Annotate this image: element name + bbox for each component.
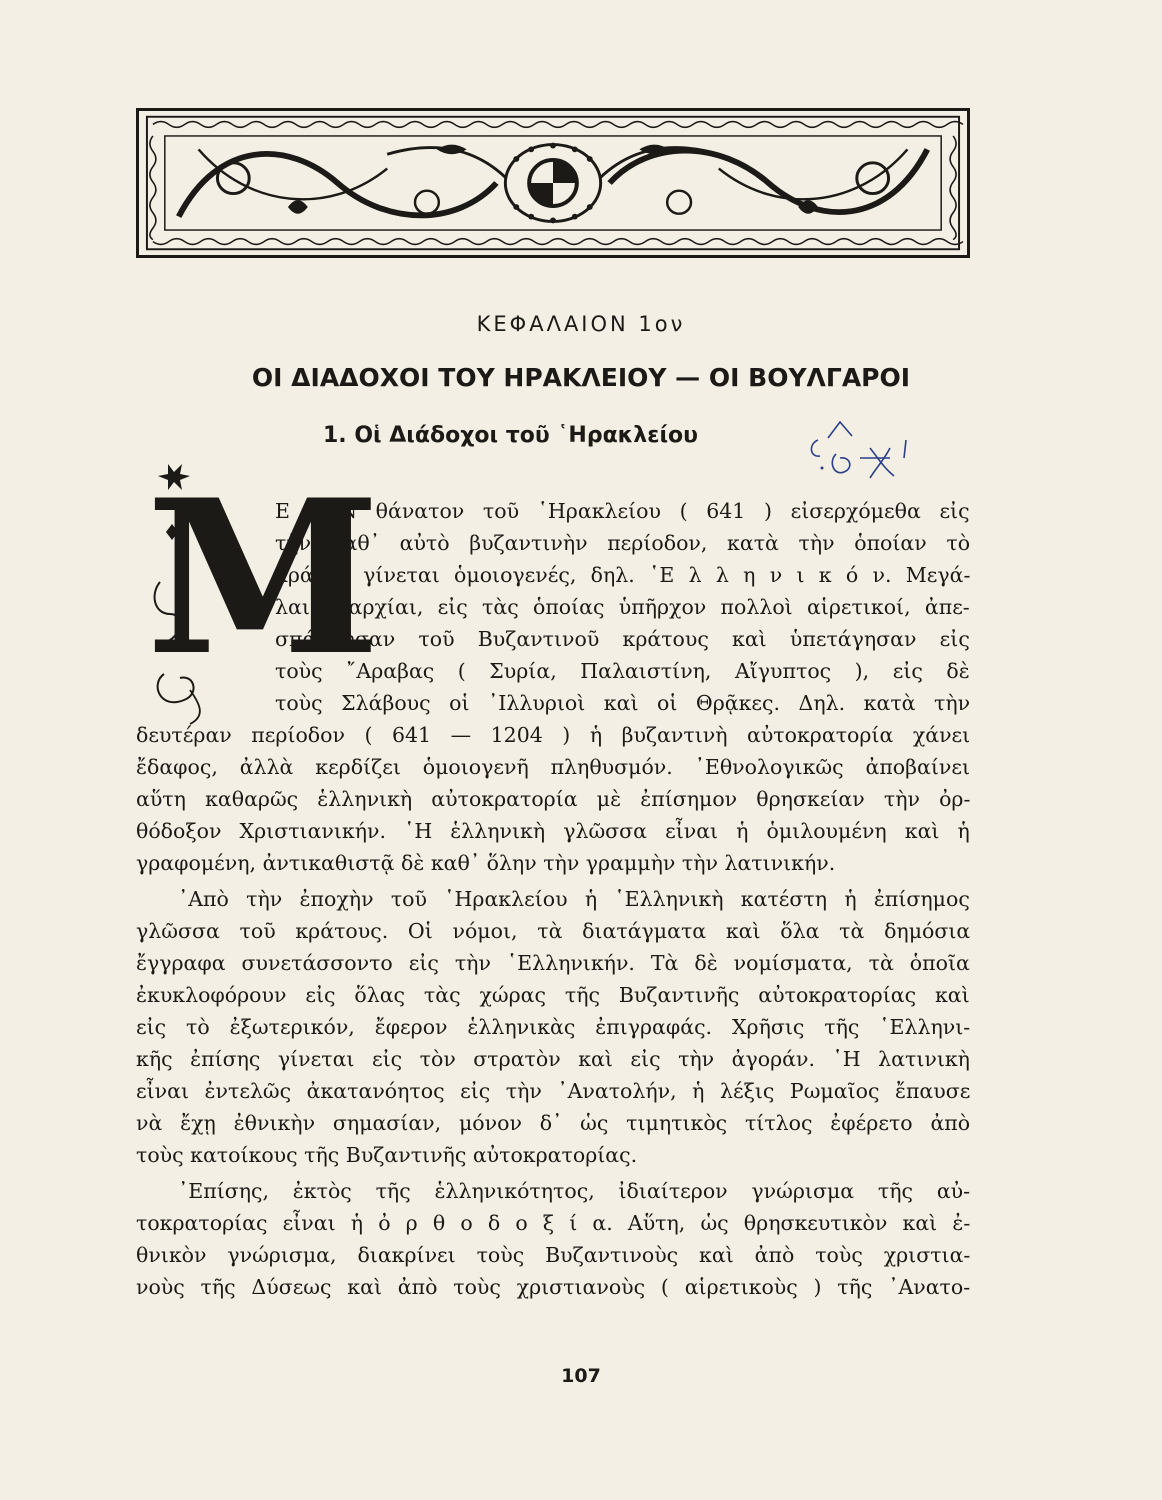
text-line: εἶναι ἐντελῶς ἀκατανόητος εἰς τὴν ᾿Ανατολήν, ἡ λέξις Ρωμαῖος ἔπαυσε [136,1079,971,1103]
text-line: τοὺς Σλάβους οἱ ᾿Ιλλυριοὶ καὶ οἱ Θρᾷκες. Δηλ. κατὰ τὴν [275,691,971,715]
text-line: θόδοξον Χριστιανικήν. ῾Η ἑλληνικὴ γλῶσσα εἶναι ἡ ὁμιλουμένη καὶ ἡ [136,819,970,843]
page-number: 107 [561,1365,601,1387]
text-line: γλῶσσα τοῦ κράτους. Οἱ νόμοι, τὰ διατάγματα καὶ ὅλα τὰ δημόσια [136,919,971,943]
text-line: τοὺς κατοίκους τῆς Βυζαντινῆς αὐτοκρατορίας. [136,1143,638,1167]
text-line: σπάσθησαν τοῦ Βυζαντινοῦ κράτους καὶ ὑπετάγησαν εἰς [275,627,970,651]
text-line: τοκρατορίας εἶναι ἡ ὀ ρ θ ο δ ο ξ ί α. Αὕτη, ὡς θρησκευτικὸν καὶ ἐ- [136,1211,971,1235]
text-line: εἰς τὸ ἐξωτερικόν, ἔφερον ἑλληνικὰς ἐπιγραφάς. Χρῆσις τῆς ῾Ελληνι- [136,1015,971,1039]
drop-cap [140,453,381,726]
text-line: λαι ἐπαρχίαι, εἰς τὰς ὁποίας ὑπῆρχον πολλοὶ αἱρετικοί, ἀπε- [275,595,970,619]
text-line: αὕτη καθαρῶς ἑλληνικὴ αὐτοκρατορία μὲ ἐπίσημον θρησκείαν τὴν ὀρ- [136,787,971,811]
ornamental-header-band [136,108,970,258]
text-line: ἔγγραφα συνετάσσοντο εἰς τὴν ῾Ελληνικήν. Τὰ δὲ νομίσματα, τὰ ὁποῖα [136,951,970,975]
section-title: 1. Οἱ Διάδοχοι τοῦ ῾Ηρακλείου [323,423,699,448]
handwritten-margin-note [800,418,975,488]
text-line: γραφομένη, ἀντικαθιστᾷ δὲ καθ᾿ ὅλην τὴν γραμμὴν τὴν λατινικήν. [136,851,836,875]
text-line: ᾿Απὸ τὴν ἐποχὴν τοῦ ῾Ηρακλείου ἡ ῾Ελληνικὴ κατέστη ἡ ἐπίσημος [178,887,970,911]
text-line: ἔδαφος, ἀλλὰ κερδίζει ὁμοιογενῆ πληθυσμόν. ᾿Εθνολογικῶς ἀποβαίνει [136,755,970,779]
chapter-label: ΚΕΦΑΛΑΙΟΝ 1ον [476,312,686,336]
text-line: νὰ ἔχῃ ἐθνικὴν σημασίαν, μόνον δ᾿ ὡς τιμητικὸς τίτλος ἐφέρετο ἀπὸ [136,1111,971,1135]
chapter-title: ΟΙ ΔΙΑΔΟΧΟΙ ΤΟΥ ΗΡΑΚΛΕΙΟΥ — ΟΙ ΒΟΥΛΓΑΡΟΙ [251,363,911,392]
text-line: νοὺς τῆς Δύσεως καὶ ἀπὸ τοὺς χριστιανοὺς ( αἱρετικοὺς ) τῆς ᾿Ανατο- [136,1275,971,1299]
text-line: θνικὸν γνώρισμα, διακρίνει τοὺς Βυζαντινοὺς καὶ ἀπὸ τοὺς χριστια- [136,1243,971,1267]
text-line: κῆς ἐπίσης γίνεται εἰς τὸν στρατὸν καὶ εἰς τὴν ἀγοράν. ῾Η λατινικὴ [136,1047,970,1071]
ornament-pattern-graphic [139,111,967,255]
text-line: τὴν καθ᾿ αὐτὸ βυζαντινὴν περίοδον, κατὰ τὴν ὁποίαν τὸ [275,531,971,555]
text-line: τοὺς ῎Αραβας ( Συρία, Παλαιστίνη, Αἴγυπτος ), εἰς δὲ [275,659,970,683]
text-line: κράτος γίνεται ὁμοιογενές, δηλ. ῾Ε λ λ η ν ι κ ό ν. Μεγά- [275,563,971,587]
drop-cap-letter: Μ [146,453,381,702]
text-line: δευτέραν περίοδον ( 641 — 1204 ) ἡ βυζαντινὴ αὐτοκρατορία χάνει [136,723,971,747]
text-line: ᾿Επίσης, ἐκτὸς τῆς ἑλληνικότητος, ἰδιαίτερον γνώρισμα τῆς αὐ- [178,1179,971,1203]
text-line: ἐκυκλοφόρουν εἰς ὅλας τὰς χώρας τῆς Βυζαντινῆς αὐτοκρατορίας καὶ [136,983,970,1007]
text-line: Ε ΤΟΝ θάνατον τοῦ ῾Ηρακλείου ( 641 ) εἰσερχόμεθα εἰς [275,499,970,523]
